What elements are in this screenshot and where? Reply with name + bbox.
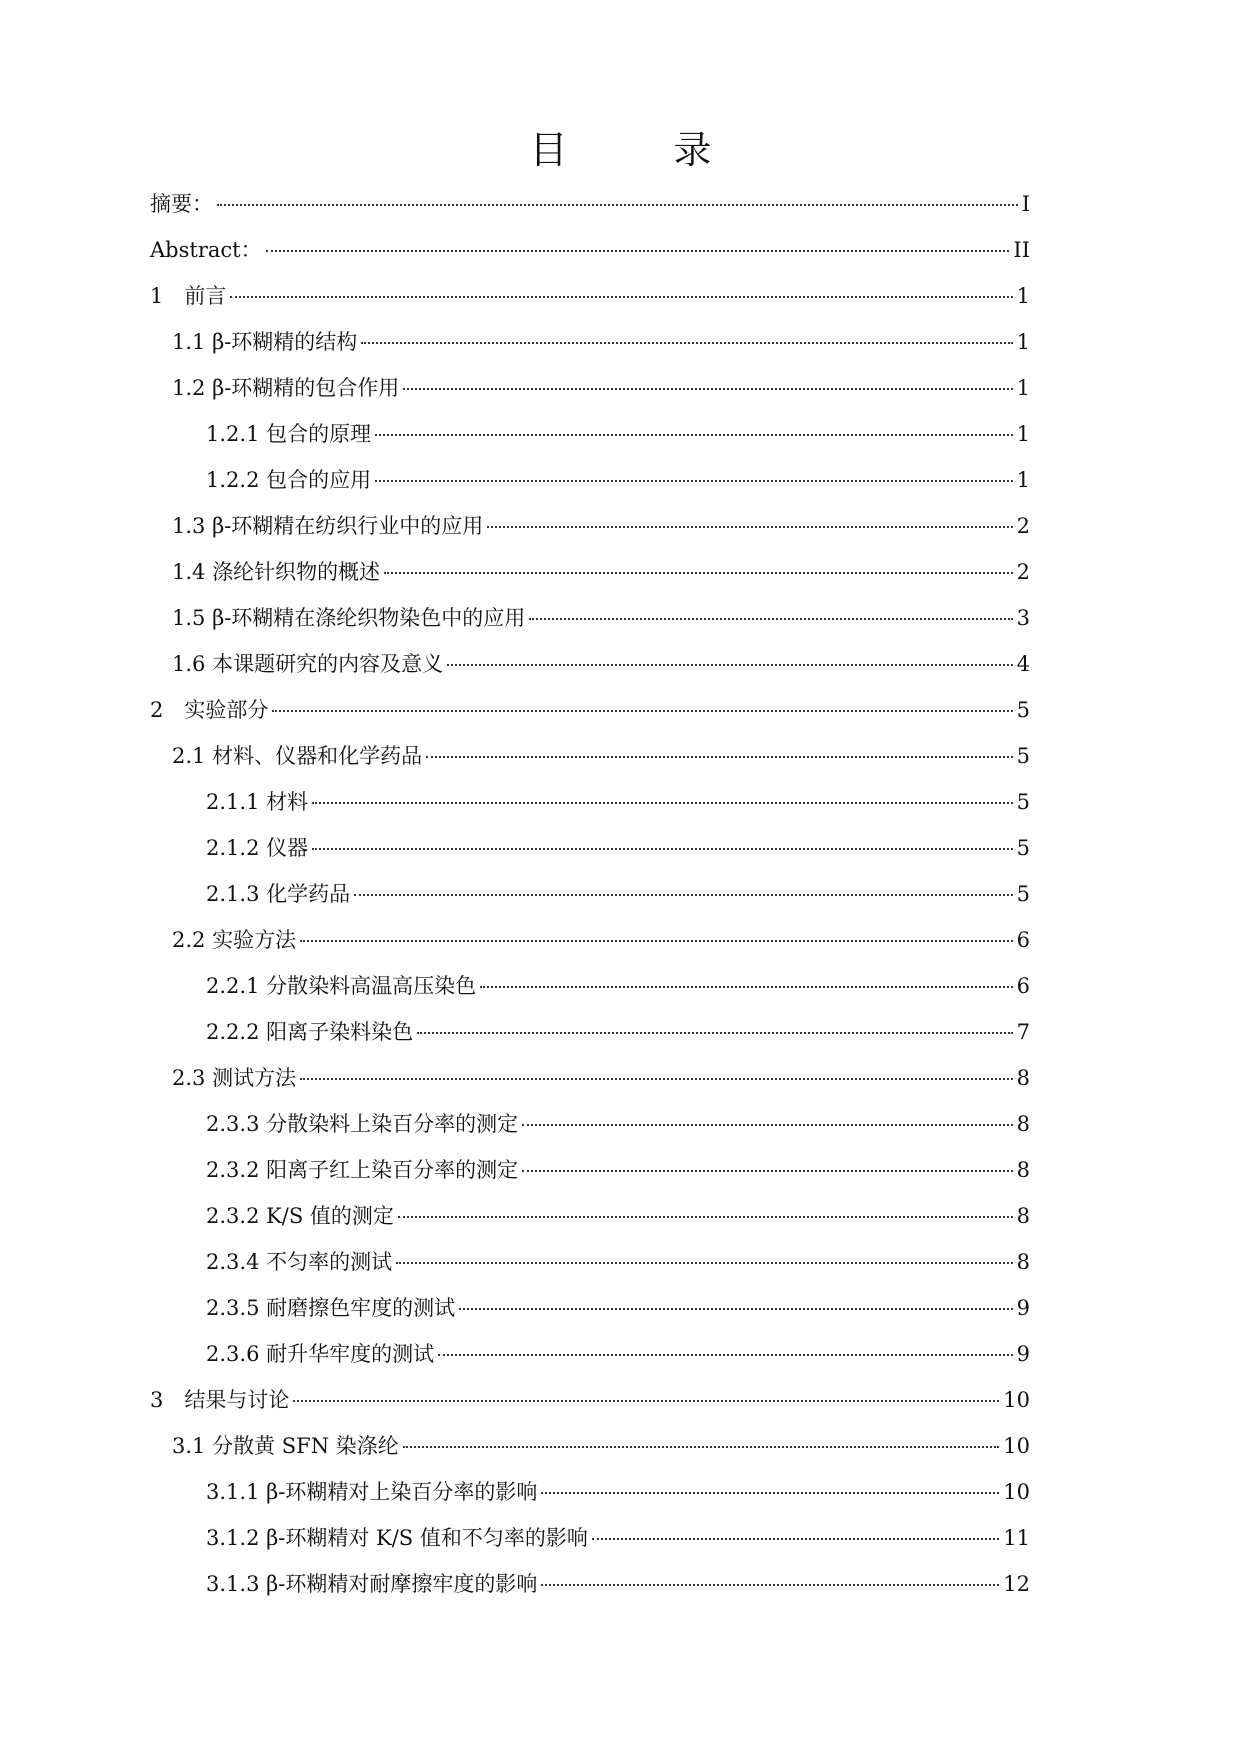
toc-entry[interactable] (150, 1561, 1030, 1607)
toc-entry-page-number: 8 (1016, 1204, 1030, 1228)
toc-entry[interactable] (150, 687, 1030, 733)
toc-entry[interactable] (150, 1469, 1030, 1515)
toc-entry-page-number: II (1013, 238, 1030, 262)
toc-entry[interactable] (150, 963, 1030, 1009)
toc-entry-label: 2.3.5 耐磨擦色牢度的测试 (206, 1296, 456, 1320)
toc-entry[interactable] (150, 1101, 1030, 1147)
toc-entry-label: 3.1.2 β-环糊精对 K/S 值和不匀率的影响 (206, 1526, 588, 1550)
toc-entry[interactable] (150, 503, 1030, 549)
toc-entry-page-number: 11 (1003, 1526, 1030, 1550)
toc-entry-page-number: 5 (1016, 790, 1030, 814)
dot-leader (417, 1010, 1013, 1034)
page-title: 目 录 (529, 128, 746, 172)
toc-entry-label: 2 实验部分 (150, 698, 269, 722)
toc-entry-label: 1.2 β-环糊精的包合作用 (172, 376, 400, 400)
toc-entry-label: 3 结果与讨论 (150, 1388, 290, 1412)
toc-entry-label: 1.1 β-环糊精的结构 (172, 330, 358, 354)
table-of-contents (150, 181, 1030, 1607)
toc-entry-label: 3.1.1 β-环糊精对上染百分率的影响 (206, 1480, 538, 1504)
toc-entry-label: 2.3 测试方法 (172, 1066, 297, 1090)
dot-leader (403, 366, 1012, 390)
toc-entry[interactable] (150, 1147, 1030, 1193)
toc-entry[interactable] (150, 595, 1030, 641)
dot-leader (217, 182, 1018, 206)
toc-entry-page-number: 5 (1016, 698, 1030, 722)
dot-leader (312, 826, 1013, 850)
dot-leader (592, 1516, 999, 1540)
toc-entry-label: 3.1.3 β-环糊精对耐摩擦牢度的影响 (206, 1572, 538, 1596)
toc-entry-page-number: 1 (1016, 422, 1030, 446)
toc-entry[interactable] (150, 1331, 1030, 1377)
toc-entry-page-number: 8 (1016, 1158, 1030, 1182)
toc-entry-label: 3.1 分散黄 SFN 染涤纶 (172, 1434, 399, 1458)
toc-entry-label: 2.3.4 不匀率的测试 (206, 1250, 393, 1274)
dot-leader (522, 1148, 1013, 1172)
toc-entry[interactable] (150, 1377, 1030, 1423)
toc-entry-page-number: 7 (1016, 1020, 1030, 1044)
toc-entry-label: 1.2.2 包合的应用 (206, 468, 372, 492)
toc-entry-page-number: 1 (1016, 468, 1030, 492)
toc-entry-page-number: 8 (1016, 1112, 1030, 1136)
toc-entry-label: 1 前言 (150, 284, 227, 308)
toc-entry-page-number: 4 (1016, 652, 1030, 676)
dot-leader (312, 780, 1013, 804)
toc-entry[interactable] (150, 1009, 1030, 1055)
dot-leader (403, 1424, 1000, 1448)
toc-entry-label: 摘要： (150, 192, 213, 216)
toc-entry-label: 1.5 β-环糊精在涤纶织物染色中的应用 (172, 606, 526, 630)
toc-entry[interactable] (150, 733, 1030, 779)
toc-entry-page-number: 5 (1016, 744, 1030, 768)
toc-entry-page-number: 12 (1003, 1572, 1030, 1596)
dot-leader (354, 872, 1013, 896)
dot-leader (529, 596, 1012, 620)
toc-entry-page-number: 1 (1016, 330, 1030, 354)
toc-entry[interactable] (150, 1239, 1030, 1285)
toc-entry-page-number: 2 (1016, 560, 1030, 584)
toc-entry-label: 2.2.2 阳离子染料染色 (206, 1020, 414, 1044)
dot-leader (541, 1562, 999, 1586)
toc-entry-label: 1.2.1 包合的原理 (206, 422, 372, 446)
toc-entry-label: 1.6 本课题研究的内容及意义 (172, 652, 444, 676)
toc-entry[interactable] (150, 365, 1030, 411)
toc-entry-page-number: 10 (1003, 1434, 1030, 1458)
toc-entry[interactable] (150, 825, 1030, 871)
toc-entry[interactable] (150, 779, 1030, 825)
dot-leader (266, 228, 1010, 252)
toc-entry-page-number: 10 (1003, 1388, 1030, 1412)
toc-entry-label: 2.2 实验方法 (172, 928, 297, 952)
toc-entry-label: 2.1.3 化学药品 (206, 882, 351, 906)
toc-entry-label: 2.1.2 仪器 (206, 836, 309, 860)
toc-entry-label: 2.3.2 K/S 值的测定 (206, 1204, 394, 1228)
dot-leader (384, 550, 1013, 574)
toc-entry-label: 2.2.1 分散染料高温高压染色 (206, 974, 477, 998)
dot-leader (375, 458, 1013, 482)
dot-leader (230, 274, 1012, 298)
toc-entry[interactable] (150, 1193, 1030, 1239)
toc-entry[interactable] (150, 227, 1030, 273)
toc-entry[interactable] (150, 411, 1030, 457)
toc-entry-page-number: 8 (1016, 1250, 1030, 1274)
dot-leader (396, 1240, 1013, 1264)
toc-entry-page-number: 5 (1016, 882, 1030, 906)
dot-leader (272, 688, 1012, 712)
toc-entry[interactable] (150, 1515, 1030, 1561)
dot-leader (293, 1378, 999, 1402)
toc-entry-page-number: 9 (1016, 1342, 1030, 1366)
dot-leader (487, 504, 1012, 528)
toc-entry[interactable] (150, 319, 1030, 365)
toc-entry-label: 2.3.2 阳离子红上染百分率的测定 (206, 1158, 519, 1182)
dot-leader (398, 1194, 1013, 1218)
toc-entry[interactable] (150, 457, 1030, 503)
toc-entry[interactable] (150, 181, 1030, 227)
toc-entry-page-number: 9 (1016, 1296, 1030, 1320)
dot-leader (459, 1286, 1013, 1310)
toc-entry[interactable] (150, 549, 1030, 595)
dot-leader (438, 1332, 1013, 1356)
toc-entry-label: 2.1.1 材料 (206, 790, 309, 814)
toc-entry-label: 2.1 材料、仪器和化学药品 (172, 744, 423, 768)
toc-entry-label: 1.3 β-环糊精在纺织行业中的应用 (172, 514, 484, 538)
dot-leader (300, 918, 1013, 942)
toc-entry-page-number: 2 (1016, 514, 1030, 538)
toc-entry-label: 1.4 涤纶针织物的概述 (172, 560, 381, 584)
toc-entry-page-number: 1 (1016, 376, 1030, 400)
toc-entry-page-number: 1 (1016, 284, 1030, 308)
dot-leader (300, 1056, 1013, 1080)
dot-leader (541, 1470, 999, 1494)
toc-entry[interactable] (150, 1423, 1030, 1469)
toc-entry-page-number: 6 (1016, 928, 1030, 952)
toc-entry-label: 2.3.6 耐升华牢度的测试 (206, 1342, 435, 1366)
toc-entry-page-number: 3 (1016, 606, 1030, 630)
dot-leader (375, 412, 1013, 436)
toc-entry-page-number: I (1021, 192, 1030, 216)
toc-entry-label: Abstract： (150, 238, 262, 262)
dot-leader (480, 964, 1013, 988)
toc-entry[interactable] (150, 273, 1030, 319)
dot-leader (426, 734, 1013, 758)
toc-entry-page-number: 5 (1016, 836, 1030, 860)
toc-entry[interactable] (150, 871, 1030, 917)
toc-entry[interactable] (150, 1285, 1030, 1331)
toc-entry-label: 2.3.3 分散染料上染百分率的测定 (206, 1112, 519, 1136)
toc-entry-page-number: 10 (1003, 1480, 1030, 1504)
dot-leader (447, 642, 1013, 666)
toc-entry-page-number: 6 (1016, 974, 1030, 998)
toc-entry[interactable] (150, 641, 1030, 687)
dot-leader (522, 1102, 1013, 1126)
dot-leader (361, 320, 1012, 344)
toc-entry[interactable] (150, 917, 1030, 963)
toc-entry-page-number: 8 (1016, 1066, 1030, 1090)
toc-entry[interactable] (150, 1055, 1030, 1101)
